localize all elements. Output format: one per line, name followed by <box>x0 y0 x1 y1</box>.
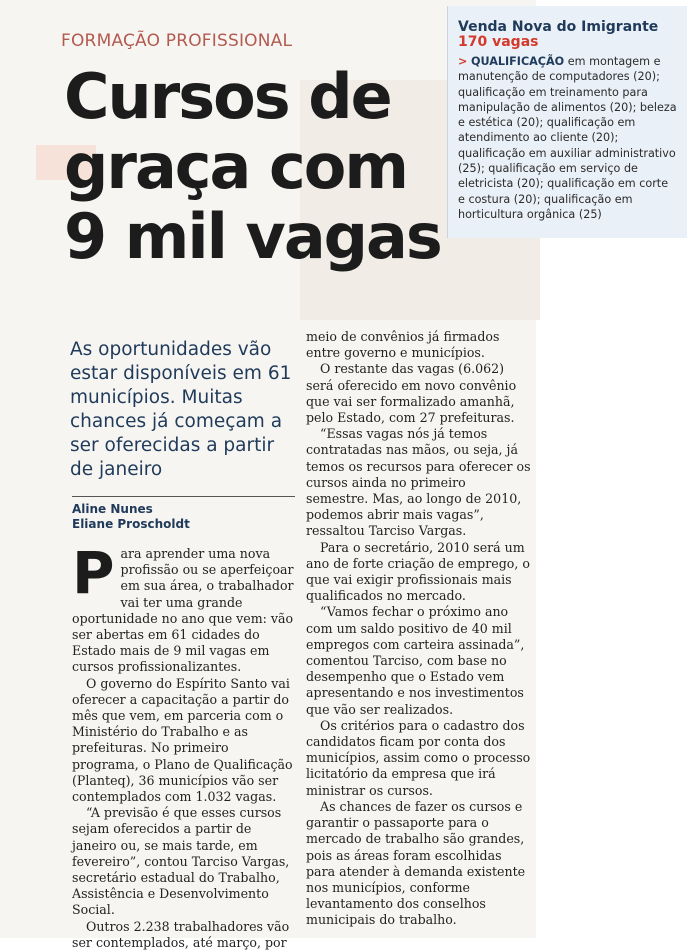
body-column-1 <box>72 539 298 951</box>
headline <box>64 62 484 272</box>
sidebar-place-name: Venda Nova do Imigrante <box>458 19 659 35</box>
paragraph: ara aprender uma nova profissão ou se aperfeiçoar em sua área, o trabalhador vai ter uma grande oportunidade no ano que vem: vão ser abertas em 61 cidades do Estado mais de 9 mil vagas em cursos profissionalizantes. <box>72 546 294 675</box>
deck-subheadline: As oportunidades vão estar disponíveis em 61 municípios. Muitas chances já começam a ser oferecidas a partir de janeiro <box>70 339 292 480</box>
headline-line-2: graça com <box>64 130 407 203</box>
sidebar-vacancy-count: 170 vagas <box>458 34 539 50</box>
sidebar-place <box>458 20 677 50</box>
body-column-2 <box>306 329 532 929</box>
byline-divider <box>72 496 295 497</box>
paragraph: Os critérios para o cadastro dos candidatos ficam por conta dos municípios, assim como o processo licitatório da empresa que irá ministrar os cursos. <box>306 717 531 798</box>
paragraph: “Essas vagas nós já temos contratadas nas mãos, ou seja, já temos os recursos para oferecer os cursos ainda no primeiro semestre. Mas, ao longo de 2010, podemos abrir mais vagas”, ressaltou Tarciso Vargas. <box>306 426 531 539</box>
sidebar-tag: QUALIFICAÇÃO <box>470 55 565 68</box>
sidebar-body <box>458 54 677 222</box>
author-2: Eliane Proscholdt <box>72 517 190 531</box>
headline-line-3: 9 mil vagas <box>64 200 441 273</box>
sidebar-text: em montagem e manutenção de computadores (20); qualificação em treinamento para manipulação de alimentos (20); beleza e estética (20); qualificação em atendimento ao cliente (20); qualificação em auxiliar administrativo (25); qualificação em serviço de eletricista (20); qualificação em corte e costura (20); qualificação em horticultura orgânica (25) <box>458 55 677 221</box>
paragraph: “Vamos fechar o próximo ano com um saldo positivo de 40 mil empregos com carteira assinada”, comentou Tarciso, com base no desempenho que o Estado vem apresentando e nos investimentos que vão ser realizados. <box>306 604 525 717</box>
paragraph: O restante das vagas (6.062) será oferecido em novo convênio que vai ser formalizado amanhã, pelo Estado, com 27 prefeituras. <box>306 361 517 426</box>
author-1: Aline Nunes <box>72 502 153 516</box>
paragraph: As chances de fazer os cursos e garantir o passaporte para o mercado de trabalho são grandes, pois as áreas foram escolhidas para atender à demanda existente nos municípios, conforme levantamento dos conselhos municipais do trabalho. <box>306 798 526 928</box>
paragraph: “A previsão é que esses cursos sejam oferecidos a partir de janeiro ou, se mais tarde, em fevereiro”, contou Tarciso Vargas, secretário estadual do Trabalho, Assistência e Desenvolvimento Social. <box>72 805 290 918</box>
section-kicker: FORMAÇÃO PROFISSIONAL <box>61 31 293 51</box>
paragraph: Para o secretário, 2010 será um ano de forte criação de emprego, o que vai exigir profissionais mais qualificados no mercado. <box>306 539 530 604</box>
paragraph: Outros 2.238 trabalhadores vão ser contemplados, até março, por <box>72 918 290 950</box>
sidebar-arrow-icon: > <box>458 55 468 68</box>
byline <box>72 502 190 532</box>
paragraph: meio de convênios já firmados entre governo e municípios. <box>306 329 500 361</box>
drop-cap: P <box>72 539 115 607</box>
paragraph: O governo do Espírito Santo vai oferecer a capacitação a partir do mês que vem, em parceria com o Ministério do Trabalho e as prefeituras. No primeiro programa, o Plano de Qualificação (Planteq), 36 municípios vão ser contemplados com 1.032 vagas. <box>72 675 293 805</box>
headline-line-1: Cursos de <box>64 60 391 133</box>
